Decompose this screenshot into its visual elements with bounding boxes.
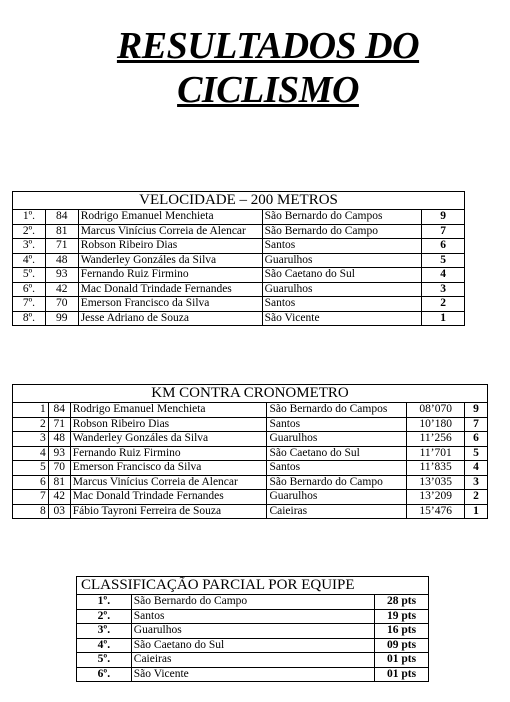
cell-name: Mac Donald Trindade Fernandes (70, 490, 267, 505)
table-row (13, 403, 488, 418)
table-row (13, 490, 488, 505)
cell-city: Guarulhos (262, 253, 422, 268)
cell-pts: 6 (422, 239, 465, 254)
cell-name: Emerson Francisco da Silva (70, 461, 267, 476)
cell-pts: 01 pts (375, 653, 429, 668)
cell-num: 81 (45, 224, 78, 239)
table-row (13, 268, 465, 283)
cell-num: 84 (48, 403, 70, 418)
cell-time: 10’180 (407, 417, 465, 432)
cell-name: Jesse Adriano de Souza (78, 311, 262, 326)
cell-city: Guarulhos (267, 490, 407, 505)
table-row (13, 311, 465, 326)
cell-pts: 7 (465, 417, 488, 432)
table-row (13, 475, 488, 490)
cell-pos: 1º. (13, 210, 46, 225)
cell-name: Marcus Vinícius Correia de Alencar (78, 224, 262, 239)
cell-pts: 2 (465, 490, 488, 505)
cell-num: 84 (45, 210, 78, 225)
cell-pts: 2 (422, 297, 465, 312)
cell-num: 81 (48, 475, 70, 490)
page-title (28, 24, 508, 112)
table-row (13, 432, 488, 447)
table-row (77, 609, 429, 624)
cell-name: Fernando Ruiz Firmino (78, 268, 262, 283)
cell-pts: 5 (465, 446, 488, 461)
cell-num: 71 (45, 239, 78, 254)
cell-city: Guarulhos (267, 432, 407, 447)
cell-pos: 4º. (77, 638, 132, 653)
cell-city: Guarulhos (131, 624, 374, 639)
table-row (13, 282, 465, 297)
cell-time: 15’476 (407, 504, 465, 519)
cell-pts: 6 (465, 432, 488, 447)
cell-num: 99 (45, 311, 78, 326)
table-row (13, 253, 465, 268)
velocidade-header: VELOCIDADE – 200 METROS (13, 192, 465, 210)
cell-city: São Vicente (262, 311, 422, 326)
cell-pts: 19 pts (375, 609, 429, 624)
cell-city: Santos (262, 297, 422, 312)
table-row (13, 224, 465, 239)
equipe-body (77, 595, 429, 682)
cell-pos: 6º. (13, 282, 46, 297)
table-row (77, 667, 429, 682)
table-row (13, 297, 465, 312)
table-row (77, 595, 429, 610)
cell-pos: 4 (13, 446, 49, 461)
cell-num: 42 (48, 490, 70, 505)
cell-city: São Bernardo do Campo (262, 224, 422, 239)
cell-pos: 7 (13, 490, 49, 505)
table-row (13, 461, 488, 476)
cell-pos: 6º. (77, 667, 132, 682)
equipe-table (76, 576, 429, 682)
cell-pts: 09 pts (375, 638, 429, 653)
cell-name: Rodrigo Emanuel Menchieta (78, 210, 262, 225)
cell-pos: 7º. (13, 297, 46, 312)
equipe-header: CLASSIFICAÇÃO PARCIAL POR EQUIPE (77, 577, 429, 595)
cell-city: São Bernardo do Campo (131, 595, 374, 610)
cell-name: Rodrigo Emanuel Menchieta (70, 403, 267, 418)
cell-time: 11’256 (407, 432, 465, 447)
cell-time: 11’701 (407, 446, 465, 461)
table-row (77, 638, 429, 653)
cell-num: 03 (48, 504, 70, 519)
cell-num: 48 (48, 432, 70, 447)
cell-num: 70 (45, 297, 78, 312)
cell-pos: 1º. (77, 595, 132, 610)
cell-pos: 1 (13, 403, 49, 418)
cell-city: Caieiras (267, 504, 407, 519)
cell-city: São Bernardo do Campo (267, 475, 407, 490)
cell-num: 70 (48, 461, 70, 476)
cell-name: Wanderley Gonzáles da Silva (70, 432, 267, 447)
cell-name: Mac Donald Trindade Fernandes (78, 282, 262, 297)
cell-name: Fábio Tayroni Ferreira de Souza (70, 504, 267, 519)
cell-city: São Caetano do Sul (131, 638, 374, 653)
cell-pts: 1 (422, 311, 465, 326)
cell-pts: 4 (422, 268, 465, 283)
cell-pts: 5 (422, 253, 465, 268)
cell-name: Marcus Vinícius Correia de Alencar (70, 475, 267, 490)
table-row (13, 504, 488, 519)
page-title-line-1: RESULTADOS DO (116, 25, 420, 67)
cell-city: São Bernardo do Campos (262, 210, 422, 225)
cell-num: 71 (48, 417, 70, 432)
cell-name: Fernando Ruiz Firmino (70, 446, 267, 461)
cell-name: Emerson Francisco da Silva (78, 297, 262, 312)
km-table (12, 384, 488, 519)
cell-pos: 2 (13, 417, 49, 432)
cell-name: Robson Ribeiro Dias (78, 239, 262, 254)
table-row (77, 653, 429, 668)
cell-time: 13’035 (407, 475, 465, 490)
cell-num: 93 (48, 446, 70, 461)
table-row (13, 239, 465, 254)
cell-time: 08’070 (407, 403, 465, 418)
cell-pos: 3º. (77, 624, 132, 639)
velocidade-table (12, 191, 465, 326)
cell-city: São Caetano do Sul (267, 446, 407, 461)
cell-num: 42 (45, 282, 78, 297)
page-title-line-2: CICLISMO (177, 69, 359, 111)
km-header: KM CONTRA CRONOMETRO (13, 385, 488, 403)
cell-pos: 6 (13, 475, 49, 490)
cell-pos: 2º. (13, 224, 46, 239)
cell-pos: 8º. (13, 311, 46, 326)
cell-pos: 5º. (77, 653, 132, 668)
table-row (13, 417, 488, 432)
cell-num: 93 (45, 268, 78, 283)
cell-city: Santos (131, 609, 374, 624)
cell-pts: 9 (422, 210, 465, 225)
cell-pts: 9 (465, 403, 488, 418)
cell-pts: 3 (422, 282, 465, 297)
cell-time: 11’835 (407, 461, 465, 476)
cell-name: Robson Ribeiro Dias (70, 417, 267, 432)
table-row (13, 210, 465, 225)
cell-city: Santos (267, 461, 407, 476)
cell-pos: 5º. (13, 268, 46, 283)
cell-pos: 3º. (13, 239, 46, 254)
cell-pts: 3 (465, 475, 488, 490)
cell-pts: 28 pts (375, 595, 429, 610)
cell-pos: 5 (13, 461, 49, 476)
cell-time: 13’209 (407, 490, 465, 505)
cell-pts: 16 pts (375, 624, 429, 639)
cell-pts: 4 (465, 461, 488, 476)
cell-city: São Caetano do Sul (262, 268, 422, 283)
cell-city: São Bernardo do Campos (267, 403, 407, 418)
cell-city: Santos (262, 239, 422, 254)
cell-pts: 1 (465, 504, 488, 519)
velocidade-body (13, 210, 465, 326)
cell-city: Caieiras (131, 653, 374, 668)
cell-pos: 8 (13, 504, 49, 519)
cell-pos: 2º. (77, 609, 132, 624)
cell-num: 48 (45, 253, 78, 268)
table-row (77, 624, 429, 639)
cell-pos: 4º. (13, 253, 46, 268)
table-row (13, 446, 488, 461)
cell-city: São Vicente (131, 667, 374, 682)
cell-pos: 3 (13, 432, 49, 447)
cell-city: Santos (267, 417, 407, 432)
cell-city: Guarulhos (262, 282, 422, 297)
cell-name: Wanderley Gonzáles da Silva (78, 253, 262, 268)
cell-pts: 01 pts (375, 667, 429, 682)
cell-pts: 7 (422, 224, 465, 239)
km-body (13, 403, 488, 519)
